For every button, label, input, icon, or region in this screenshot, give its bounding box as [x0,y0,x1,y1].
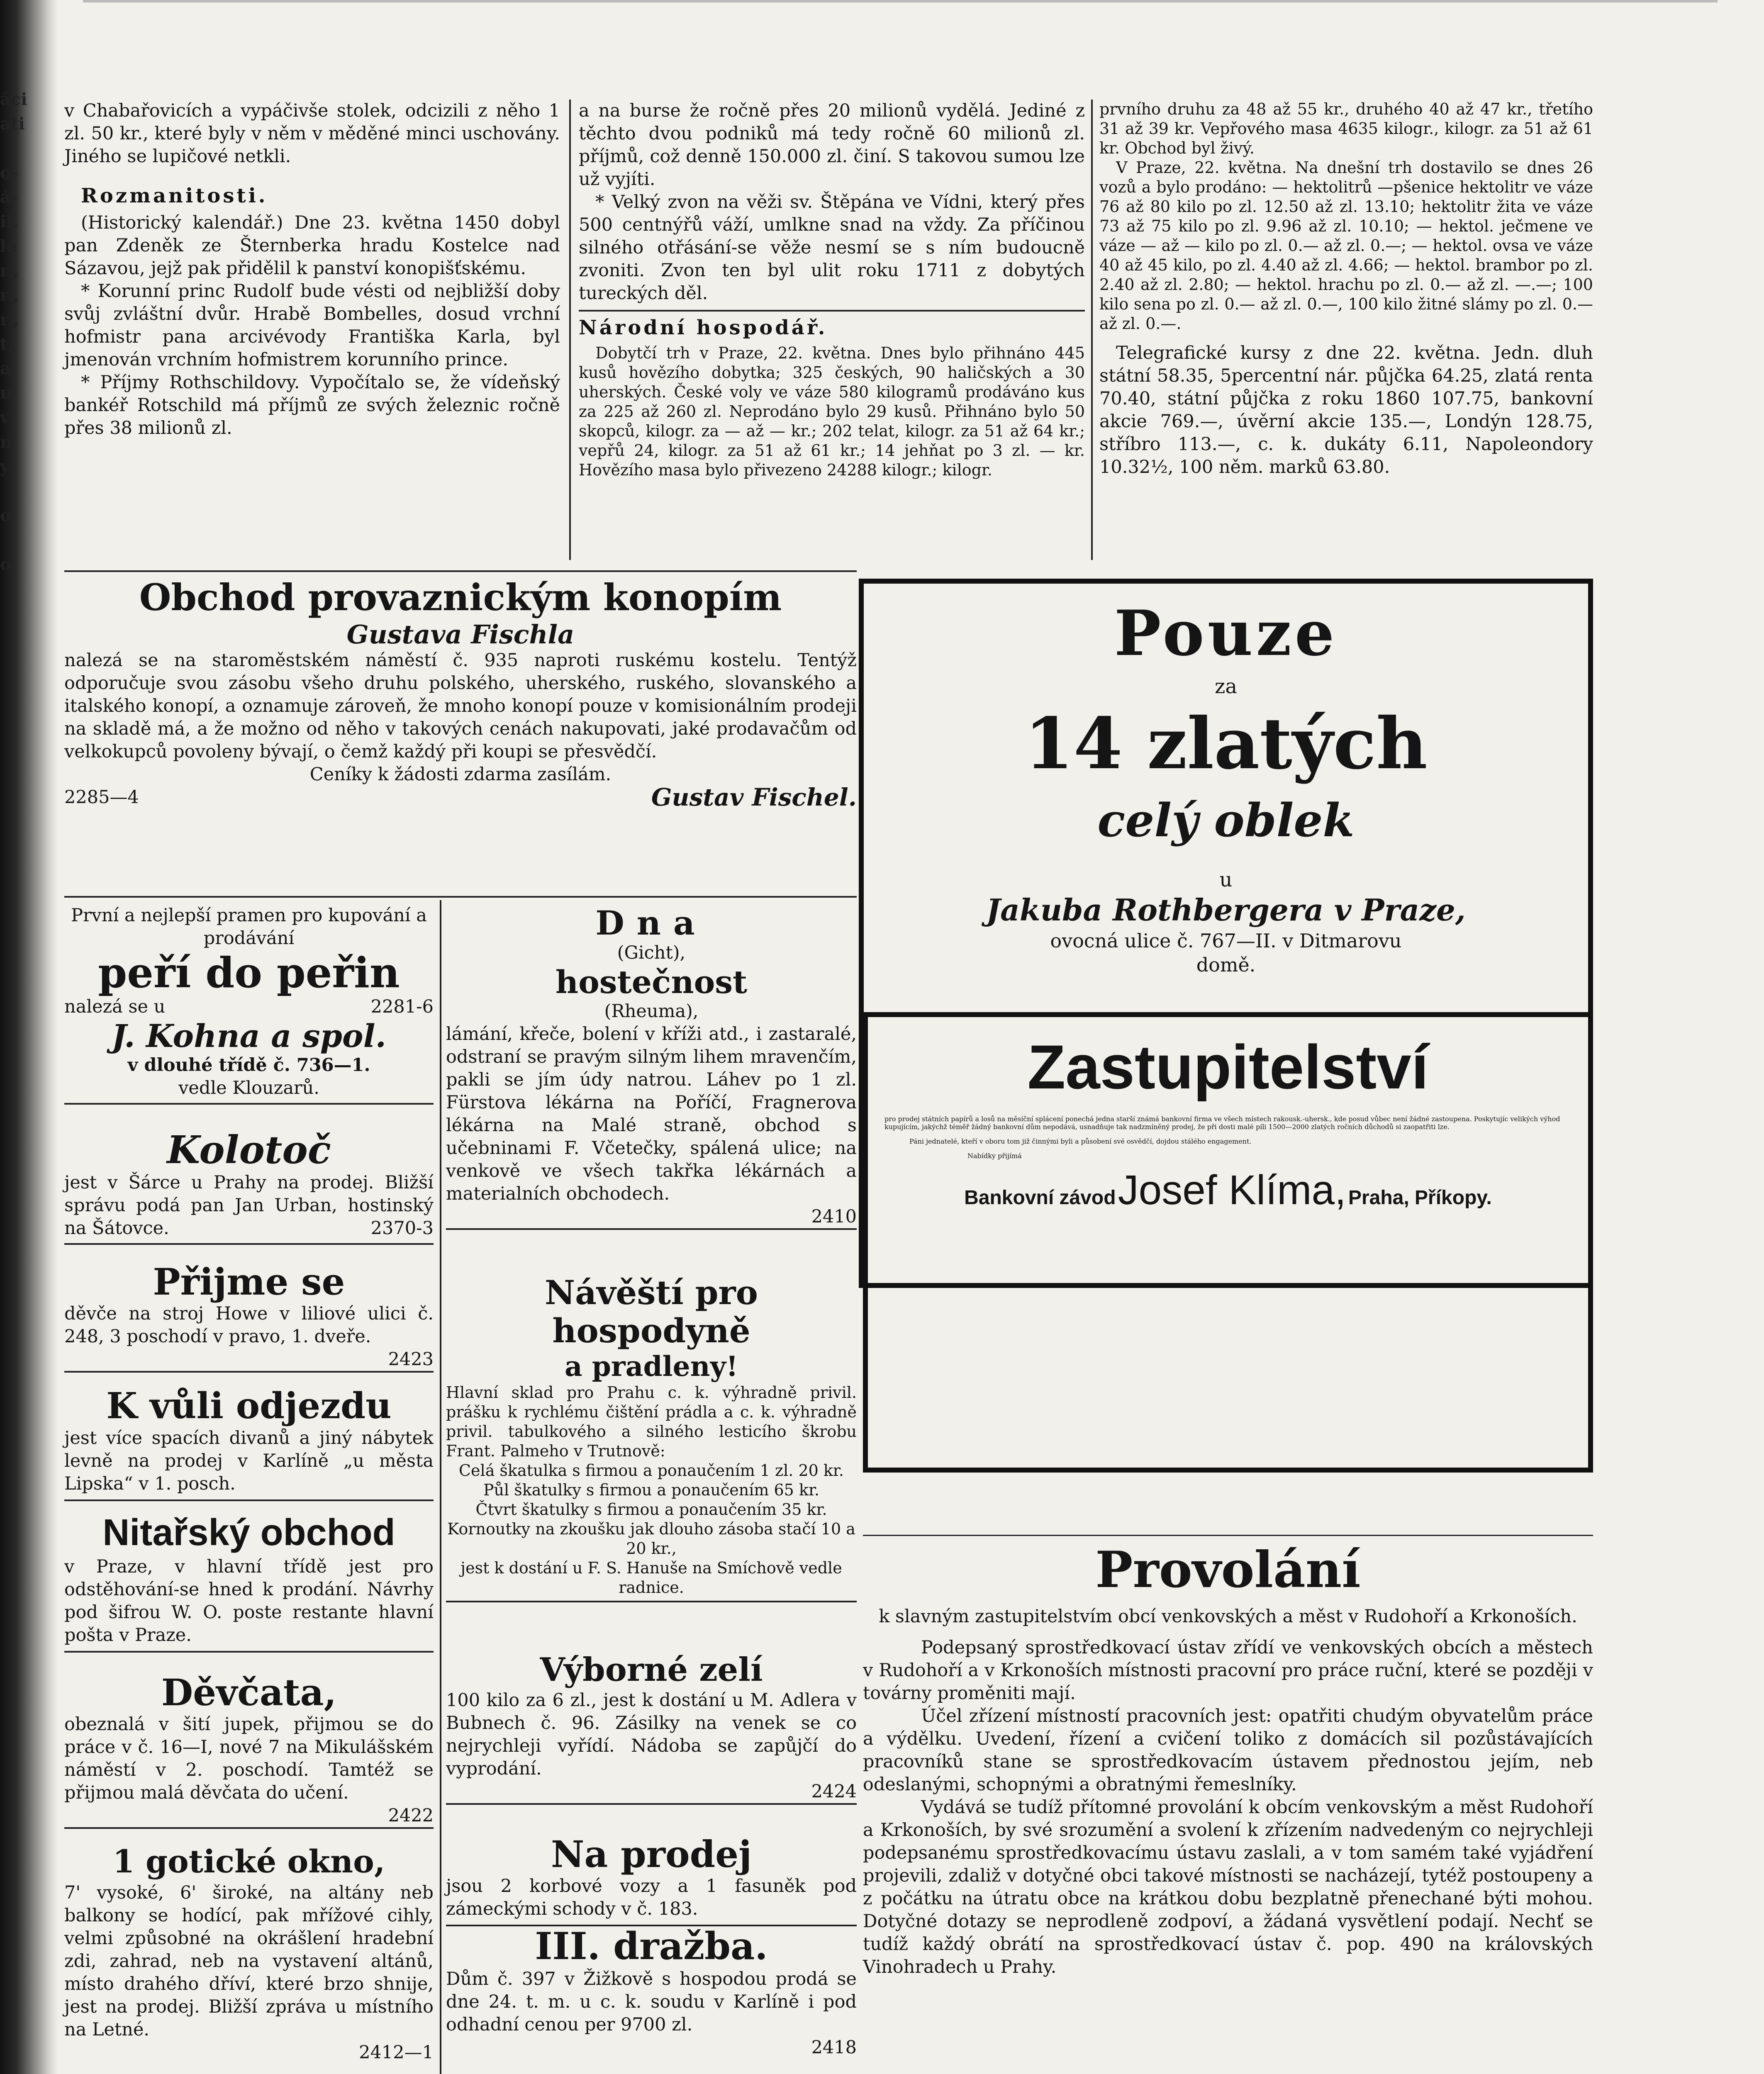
ad-housewives-item-4: Kornoutky na zkoušku jak dlouho zásoba stačí 10 a 20 kr., [447,1520,855,1558]
ad-representation-firm-line [884,1166,1572,1214]
ad-thread-title: Nitařský obchod [102,1512,395,1553]
ad-gout-num: 2410 [811,1206,857,1227]
gutter-fragment: áci [0,90,27,109]
ad-hemp-footer [64,783,857,811]
gutter-fragment: t, [0,334,14,354]
ad-suit-price: 14 zlatých [1024,702,1428,785]
gutter-fragment: u [0,383,12,403]
ad-thread-shop [64,1510,434,1653]
ad-representation [863,1012,1593,1473]
ad-departure-rule [64,1500,434,1501]
gutter-fragment: le [0,236,17,256]
gutter-fragment: a [0,359,11,378]
ad-hiring-rule [64,1371,434,1373]
ad-carousel [64,1128,434,1245]
ad-cabbage-title: Výborné zelí [540,1651,763,1689]
ad-proclamation-p3: Vydává se tudíž přítomné provolání k obcím venkovským a měst Rudohoří a Krkonoších, by své srozumění a svolení k zřízením nadvedeným co nejrychleji podepsanému sprostředkovacímu ústavu zaslali, a v tom samém také vyjádření projevili, zdaliž v dotyčné obci takové místnosti se nacházejí, tytéž postoupeny a z počátku na útratu obce na krátkou dobu bezplatně přenechané býti mohou. Dotyčné dotazy se neprodleně zodpoví, a žádaná vysvětlení podají. Nechť se tudíž každý obrátí na sprostředkovací ústav č. pop. 490 na královských Vinohradech u Prahy. [863,1797,1593,1977]
ad-auction-num: 2418 [811,2037,857,2058]
ad-carousel-rule [64,1243,434,1245]
ad-carousel-text: jest v Šárce u Prahy na prodej. Bližší správu podá pan Jan Urban, hostinský na Šátovce. [64,1172,434,1239]
gutter-fragment: v [0,408,10,427]
ad-feathers-rule [64,1103,434,1105]
ad-hiring-num: 2423 [388,1349,434,1370]
ad-feathers-intro: První a nejlepší pramen pro kupování a prodávání [71,905,427,949]
ad-gout-body: lámání, křeče, bolení v kříži atd., i zastaralé, odstraní se pravým silným lihem mravenčím, pakli se jím údy natrou. Láhev po 1 zl. Fürstova lékárna na Poříčí, Fragnerova lékárna na Malé straně, obchod s učebninami F. Včetečky, spálená ulice; na venkově ve všech takřka lékárnách a materialních obchodech. [446,1024,857,1204]
ad-housewives-item-1: Celá škatulka s firmou a ponaučením 1 zl. 20 kr. [458,1461,844,1480]
gutter-fragment: r., [0,261,19,280]
ad-window-num: 2412—1 [359,2042,434,2063]
ad-housewives-sub: a pradleny! [565,1350,738,1383]
ad-feathers-near: vedle Klouzarů. [178,1078,319,1098]
ad-housewives-item-5: jest k dostání u F. S. Hanuše na Smíchově vedle radnice. [460,1559,842,1597]
telegraph-rates: Telegrafické kursy z dne 22. května. Jedn. dluh státní 58.35, 5percentní nár. půjčka 64.25, zlatá renta 70.40, státní půjčka z roku 1860 107.75, bankovní akcie 769.—, úvěrní akcie 135.—, Londýn 128.75, stříbro 113.—, c. k. dukáty 6.11, Napoleondory 10.32½, 100 něm. marků 63.80. [1099,343,1593,477]
ad-hemp-name: Gustava Fischla [346,619,575,650]
gutter-fragment: r., [0,285,19,305]
column-1 [64,100,560,440]
crown-prince-article: * Korunní princ Rudolf bude vésti od nejbližší doby svůj zvláštní dvůr. Hrabě Bombelles, dosud vrchní hofmistr pana arcivévody Františka Karla, byl jmenován vrchním hofmistrem korunního prince. [64,281,560,370]
ad-girls-body: obeznalá v šití jupek, přijmou se do práce v č. 16—I, nové 7 na Mikulášském náměstí v 2. poschodí. Tamtéž se přijmou malá děvčata do učení. [64,1714,434,1803]
ad-window-body: 7' vysoké, 6' široké, na altány neb balkony se hodící, pak mřížové cihly, velmi způsobné na okrášlení hradební zdi, zahrad, neb na vystavení altánů, místo drahého dříví, které brzo shnije, jest na prodej. Bližší zpráva u místního na Letné. [64,1882,434,2040]
ads-row-rule [64,896,857,898]
ad-hemp-body: nalezá se na staroměstském náměstí č. 935 naproti ruskému kostelu. Tentýž odporučuje svou zásobu všeho druhu polského, uherského, ruského, slovanského a italského konopí, a oznamuje zároveň, že mnoho konopí pouze v komisionálním prodeji na skladě má, a že možno od něho v takových cenách nakupovati, jaké prodavačům od velkokupců povoleny bývají, o čemž každý při koupi se přesvědčí. [64,650,857,762]
ad-hemp-signature: Gustav Fischel. [651,783,857,811]
rozmanitosti-heading: Rozmanitosti. [81,184,268,207]
ad-carousel-num: 2370-3 [370,1218,434,1239]
ad-departure-title: K vůli odjezdu [106,1385,392,1427]
bell-article: * Velký zvon na věži sv. Štěpána ve Vídni, který přes 500 centnýřů váží, umlkne snad na vždy. Za příčinou silného otřásání-se věže nesmí se s ním budoucně zvoniti. Zvon ten byl ulit roku 1711 z dobytých tureckých děl. [579,192,1085,304]
ad-proclamation-sub: k slavným zastupitelstvím obcí venkovských a měst v Rudohoří a Krkonoších. [879,1606,1577,1627]
ad-proclamation-title: Provolání [1095,1541,1361,1599]
ad-suit-u: u [1219,868,1233,891]
ad-for-sale-title: Na prodej [551,1833,752,1876]
ad-representation-body: pro prodej státních papírů a losů na měsíční splácení ponechá jedna starší známá bankovní firma ve všech místech rakousk.-uhersk., kde posud vůbec není žádné zastoupena. Poskytujíc velikých výhod kupujícím, jakýchž téměř žádný bankovní dům nepodává, usnadňuje tak nadzmíněný prodej, že při dosti malé píli 1500—2000 zlatých ročních důchodů si zaopatřiti lze. [884,1115,1560,1131]
articles-bottom-rule [64,570,857,572]
ad-proclamation [863,1535,1593,1979]
ad-cabbage-num: 2424 [811,1781,857,1802]
ad-auction-title: III. dražba. [535,1924,768,1968]
gutter-fragment: o- [0,163,18,183]
column-2-intro: a na burse že ročně přes 20 milionů vydělá. Jediné z těchto dvou podniků má tedy ročně 60 milionů zl. příjmů, což denně 150.000 zl. činí. S takovou sumou lze už vyjíti. [579,100,1085,190]
gutter-text [0,87,25,577]
ad-hemp-shop [64,574,857,809]
ad-representation-firm-post: Praha, Příkopy. [1348,1187,1492,1209]
gutter-fragment: ati [0,114,25,134]
ads-column-rule [440,900,441,2074]
column-2-rule [579,310,1085,312]
ad-hiring-body: děvče na stroj Howe v liliové ulici č. 248, 3 poschodí v pravo, 1. dveře. [64,1303,434,1347]
ad-representation-title: Zastupitelství [1027,1032,1429,1102]
ad-feathers-line [64,996,434,1018]
rothschild-article: * Příjmy Rothschildovy. Vypočítalo se, že vídeňský bankéř Rotschild má příjmů ze svých železnic ročně přes 38 milionů zl. [64,372,560,438]
ad-cabbage-rule [446,1803,857,1805]
ad-suit-za: za [1215,675,1237,698]
ad-hemp-note: Ceníky k žádosti zdarma zasílám. [309,764,612,785]
column-3 [1099,100,1593,479]
binding-gutter [0,0,58,2074]
ad-housewives [446,1273,857,1602]
gutter-fragment: y [0,457,10,476]
meat-prices: prvního druhu za 48 až 55 kr., druhého 40 až 47 kr., třetího 31 až 39 kr. Vepřového masa 4635 kilogr., kilogr. za 51 až 61 kr. Obchod byl živý. [1099,100,1593,157]
historical-calendar: (Historický kalendář.) Dne 23. května 1450 dobyl pan Zdeněk ze Šternberka hradu Kostelce nad Sázavou, jejž pak přidělil k panství konopišťskému. [64,212,560,279]
column-rule-2 [1091,100,1093,560]
gutter-fragment: o [0,555,11,574]
cattle-market: Dobytčí trh v Praze, 22. května. Dnes bylo přihnáno 445 kusů hovězího dobytka; 325 českých, 90 haličských a 30 uherských. České voly ve váze 580 kilogramů prodáváno kus za 225 až 260 zl. Neprodáno bylo 29 kusů. Přihnáno bylo 50 skopců, kilogr. za — až — kr.; 202 telat, kilogr. za 51 až 64 kr.; vepřů 24, kilogr. za 51 až 61 kr.; 14 jehňat po 3 zl. — kr. Hovězího masa bylo přivezeno 24288 kilogr.; kilogr. [579,344,1085,479]
gutter-fragment: r., [0,310,19,329]
ad-gout-rheuma: (Rheuma), [604,1001,699,1022]
ad-carousel-body [64,1171,434,1240]
ad-girls-rule [64,1827,434,1829]
ad-gout-title: Dna [595,903,707,942]
ad-housewives-item-3: Čtvrt škatulky s firmou a ponaučením 35 kr. [475,1500,827,1519]
ad-hiring-title: Přijme se [153,1260,345,1303]
ad-auction-body: Dům č. 397 v Žižkově s hospodou prodá se dne 24. t. m. u c. k. soudu v Karlíně i pod odhadní cenou per 9700 zl. [446,1969,857,2035]
ad-suit-address: ovocná ulice č. 767—II. v Ditmarovu domě. [1050,930,1402,976]
ad-hemp-title: Obchod provaznickým konopím [139,576,782,619]
ad-proclamation-p1: Podepsaný sprostředkovací ústav zřídí ve venkovských obcích a městech v Rudohoří a v Krkonoších místnosti pracovní pro práce ruční, které se později v továrny proměniti mají. [863,1637,1593,1704]
ad-feathers-firm: J. Kohna a spol. [112,1018,386,1054]
grain-market: V Praze, 22. května. Na dnešní trh dostavilo se dnes 26 vozů a bylo prodáno: — hektolitrů —pšenice hektolitr ve váze 76 až 80 kilo po zl. 12.50 až zl. 13.10; hektolitr žita ve váze 73 až 75 kilo po zl. 9.96 až zl. 10.10; — hektol. ječmene ve váze — až — kilo po zl. 0.— až zl. 0.—; — hektol. ovsa ve váze 40 až 45 kilo, po zl. 4.40 až zl. 4.66; — hektol. brambor po zl. 2.40 až zl. 2.80; — hektol. hrachu po zl. 0.— až zl. —.—; 100 kilo sena po zl. 0.— až zl. 0.—, 100 kilo žitné slámy po zl. 0.— až zl. 0.—. [1099,158,1593,333]
gutter-fragment: il. [0,212,19,231]
ad-representation-p3: Nabídky přijímá [967,1152,1022,1160]
ad-feathers-found: nalezá se u [64,996,166,1017]
ad-representation-firm-pre: Bankovní závod [964,1187,1116,1209]
ad-cabbage-body: 100 kilo za 6 zl., jest k dostání u M. Adlera v Bubnech č. 96. Zásilky na venek se co nejrychleji vyřídí. Nádoba se zapůjčí do vyprodání. [446,1690,857,1779]
ad-feathers-address: v dlouhé třídě č. 736—1. [127,1055,370,1076]
gutter-fragment [0,136,25,161]
gutter-fragment [0,528,25,552]
hospodar-heading: Národní hospodář. [579,316,828,339]
ad-housewives-title: Návěští pro hospodyně [544,1273,758,1350]
ad-hiring [64,1261,434,1373]
ad-representation-firm: Josef Klíma, [1118,1167,1346,1213]
ad-departure-body: jest více spacích divanů a jiný nábytek levně na prodej v Karlíně „u města Lipska“ v 1. posch. [64,1428,434,1494]
ad-suit-pouze: Pouze [1114,597,1338,670]
ad-for-sale-body: jsou 2 korbové vozy a 1 fasuněk pod zámeckými schody v č. 183. [446,1876,857,1919]
ad-girls-num: 2422 [388,1805,434,1826]
ad-departure [64,1385,434,1501]
ad-suit-oblek: celý oblek [1097,794,1355,847]
ad-gout-rule [446,1228,857,1230]
column-1-intro: v Chabařovicích a vypáčivše stolek, odcizili z něho 1 zl. 50 kr., které byly v něm v měděné minci uschovány. Jiného se lupičové netkli. [64,100,560,167]
ad-girls [64,1672,434,1829]
ad-suit-firm: Jakuba Rothbergera v Praze, [986,892,1466,927]
column-2 [579,100,1085,480]
column-rule-1 [569,100,571,560]
gutter-fragment [0,479,25,503]
gutter-fragment: o [0,506,11,525]
ad-proclamation-p2: Účel zřízení místností pracovních jest: opatřiti chudým obyvatelům práce a výdělku. Uvedení, řízení a cvičení toliko z domácích sil pozůstávajících pracovníků stane se sprostředkovacím ústavem přednostou jejím, neb odeslanými, schopnými a obratnými řemeslníky. [863,1706,1593,1795]
ad-window-title: 1 gotické okno, [112,1843,385,1880]
ad-gout-gicht: (Gicht), [617,942,686,963]
ad-representation-p2: Páni jednatelé, kteří v oboru tom již činnými byli a působení své osvědčí, dojdou stálého engagement. [909,1137,1252,1145]
gutter-fragment: á- [0,187,18,207]
ad-feathers-num: 2281-6 [370,996,434,1017]
ad-girls-title: Děvčata, [161,1671,337,1714]
gutter-fragment: n [0,432,12,452]
ad-for-sale [446,1833,857,1926]
ad-housewives-body: Hlavní sklad pro Prahu c. k. výhradně privil. prášku k rychlému čištění prádla a c. k. výhradně privil. tabulkového a silného lesticího škrobu Frant. Palmeho v Trutnově: [446,1383,857,1460]
ad-housewives-rule [446,1601,857,1602]
ad-gout-rheuma-title: hostečnost [555,964,748,1000]
ad-auction [446,1925,857,2059]
ad-housewives-item-2: Půl škatulky s firmou a ponaučením 65 kr. [483,1481,820,1499]
ad-thread-rule [64,1651,434,1653]
ad-cabbage [446,1651,857,1805]
ad-carousel-title: Kolotoč [167,1127,331,1172]
ad-hemp-num: 2285—4 [64,787,139,808]
ad-feathers-title: peří do peřin [98,948,400,997]
top-rule [83,0,1718,2]
ad-window [64,1842,434,2064]
ad-thread-body: v Praze, v hlavní třídě jest pro odstěhování-se hned k prodání. Návrhy pod šifrou W. O. poste restante hlavní pošta v Praze. [64,1556,434,1646]
ad-feathers [64,904,434,1105]
ad-gout [446,904,857,1230]
